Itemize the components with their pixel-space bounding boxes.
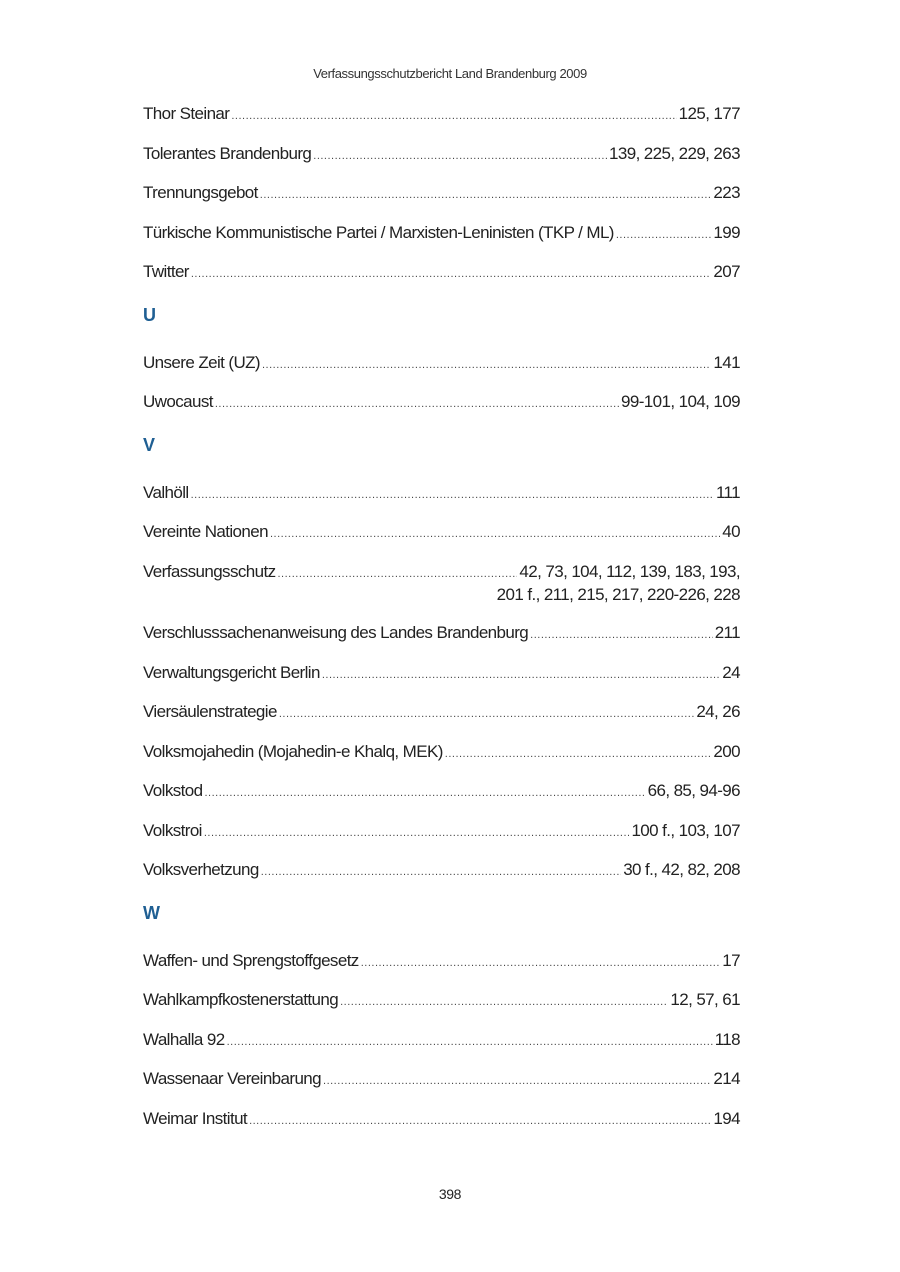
index-pages: 99-101, 104, 109 (621, 392, 740, 411)
dot-leader (270, 524, 720, 544)
index-pages: 40 (722, 522, 740, 541)
index-pages: 207 (713, 262, 740, 281)
index-term: Verfassungsschutz (143, 561, 276, 581)
index-term: Volksmojahedin (Mojahedin-e Khalq, MEK) (143, 741, 443, 761)
index-pages: 211 (714, 623, 740, 642)
index-entry-line (143, 562, 740, 584)
dot-leader (323, 1071, 711, 1091)
index-term: Tolerantes Brandenburg (143, 143, 312, 163)
dot-leader (361, 953, 721, 973)
index-term: Unsere Zeit (UZ) (143, 352, 260, 372)
index-term: Türkische Kommunistische Partei / Marxisten-Leninisten (TKP / ML) (143, 222, 614, 242)
index-entry (143, 1030, 740, 1070)
index-entry (143, 990, 740, 1030)
index-entry-line (143, 702, 740, 724)
index-term: Wassenaar Vereinbarung (143, 1069, 322, 1088)
index-entry (143, 144, 740, 184)
index-term: Verwaltungsgericht Berlin (143, 662, 320, 682)
index-entry-line (143, 262, 740, 284)
index-pages: 66, 85, 94-96 (647, 781, 740, 800)
index-entry-line (143, 223, 740, 245)
dot-leader (313, 146, 607, 166)
index-term: Verschlusssachenanweisung des Landes Brandenburg (143, 623, 529, 642)
index-pages: 199 (713, 222, 740, 242)
index-entry-line (143, 353, 740, 375)
index-pages: 17 (722, 950, 740, 970)
running-header: Verfassungsschutzbericht Land Brandenburg 2009 (313, 66, 587, 81)
index-entry-line (143, 821, 740, 843)
index-pages: 24 (722, 662, 740, 682)
index-entry (143, 353, 740, 393)
index-entry-line (143, 1030, 740, 1052)
index-term: Wahlkampfkostenerstattung (143, 990, 339, 1009)
index-pages-continued: 201 f., 211, 215, 217, 220-226, 228 (496, 584, 740, 604)
index-entry-line (143, 951, 740, 973)
index-term: Trennungsgebot (143, 183, 258, 202)
index-entry (143, 392, 740, 432)
index-term: Walhalla 92 (143, 1029, 225, 1049)
dot-leader (249, 1111, 711, 1131)
dot-leader (616, 225, 712, 245)
index-pages: 141 (713, 352, 740, 372)
index-pages: 194 (713, 1108, 740, 1128)
index-entry (143, 702, 740, 742)
index-entry-line (143, 392, 740, 414)
dot-leader (204, 823, 630, 843)
index-term: Uwocaust (143, 392, 213, 411)
index-entry (143, 522, 740, 562)
index-entry (143, 183, 740, 223)
index-entry-line (143, 1069, 740, 1091)
index-term: Vereinte Nationen (143, 522, 268, 541)
index-term: Thor Steinar (143, 104, 230, 123)
index-entry-line (143, 483, 740, 505)
index-term: Weimar Institut (143, 1108, 248, 1128)
index-entry-line (143, 742, 740, 764)
index-term: Valhöll (143, 482, 189, 502)
index-entry-line (143, 183, 740, 205)
dot-leader (191, 264, 712, 284)
dot-leader (204, 783, 645, 803)
index-entry-line (143, 522, 740, 544)
index-term: Waffen- und Sprengstoffgesetz (143, 950, 359, 970)
index-entry-line (143, 623, 740, 645)
index-pages: 223 (713, 183, 740, 202)
index-term: Volksverhetzung (143, 860, 259, 879)
index-pages: 100 f., 103, 107 (631, 820, 740, 840)
index-pages: 139, 225, 229, 263 (609, 143, 740, 163)
index-term: Volkstroi (143, 820, 202, 840)
index-entry (143, 483, 740, 523)
index-pages: 24, 26 (696, 702, 740, 721)
index-entry (143, 262, 740, 302)
index-entry (143, 623, 740, 663)
index-pages: 12, 57, 61 (670, 990, 740, 1009)
index-pages: 200 (713, 741, 740, 761)
index-entry (143, 821, 740, 861)
index-entry (143, 562, 740, 624)
dot-leader (530, 625, 713, 645)
dot-leader (340, 992, 668, 1012)
index-term: Viersäulenstrategie (143, 702, 277, 721)
index-entry-line (143, 781, 740, 803)
dot-leader (260, 185, 712, 205)
index-entry-line (143, 144, 740, 166)
dot-leader (262, 355, 711, 375)
index-entry (143, 1069, 740, 1109)
index-entry (143, 663, 740, 703)
dot-leader (445, 744, 712, 764)
index-pages: 118 (714, 1029, 740, 1049)
index-entry (143, 1109, 740, 1149)
index-list (143, 104, 740, 1148)
index-pages: 30 f., 42, 82, 208 (623, 860, 740, 879)
index-entry (143, 781, 740, 821)
index-entry-line (143, 104, 740, 126)
index-entry (143, 742, 740, 782)
dot-leader (231, 106, 676, 126)
index-pages: 125, 177 (678, 104, 740, 123)
section-letter-heading: V (143, 434, 156, 455)
dot-leader (261, 862, 621, 882)
index-entry-line (143, 990, 740, 1012)
index-entry (143, 104, 740, 144)
dot-leader (191, 485, 714, 505)
index-entry (143, 223, 740, 263)
dot-leader (227, 1032, 713, 1052)
index-entry-line (143, 1109, 740, 1131)
index-term: Volkstod (143, 781, 203, 800)
index-pages: 111 (715, 482, 740, 502)
index-pages: 214 (713, 1069, 740, 1088)
index-entry (143, 860, 740, 900)
index-pages: 42, 73, 104, 112, 139, 183, 193, (519, 561, 740, 581)
dot-leader (279, 704, 695, 724)
section-letter-heading: W (143, 902, 160, 923)
section-letter-heading: U (143, 304, 156, 325)
dot-leader (215, 394, 619, 414)
index-entry-line (143, 860, 740, 882)
index-entry (143, 951, 740, 991)
page-number: 398 (438, 1186, 462, 1202)
index-entry-line (143, 663, 740, 685)
dot-leader (322, 665, 720, 685)
dot-leader (278, 564, 518, 584)
index-term: Twitter (143, 262, 189, 281)
